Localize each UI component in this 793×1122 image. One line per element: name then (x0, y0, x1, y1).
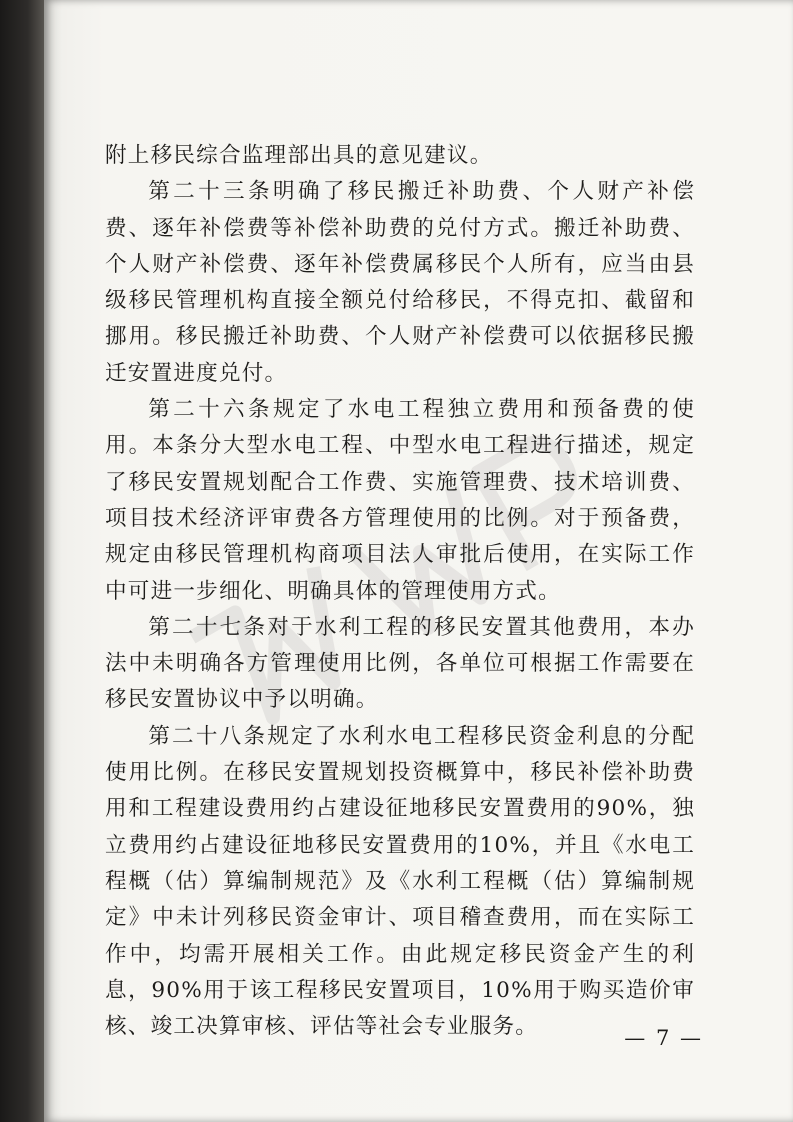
paragraph-article-28: 第二十八条规定了水利水电工程移民资金利息的分配使用比例。在移民安置规划投资概算中，移民补偿补助费用和工程建设费用约占建设征地移民安置费用的90%，独立费用约占建设征地移民安置费用的10%，并且《水电工程概（估）算编制规范》及《水利工程概（估）算编制规定》中未计列移民资金审计、项目稽查费用，而在实际工作中，均需开展相关工作。由此规定移民资金产生的利息，90%用于该工程移民安置项目，10%用于购买造价审核、竣工决算审核、评估等社会专业服务。 (105, 723, 695, 1040)
paragraph-article-26: 第二十六条规定了水电工程独立费用和预备费的使用。本条分大型水电工程、中型水电工程进行描述，规定了移民安置规划配合工作费、实施管理费、技术培训费、项目技术经济评审费各方管理使用的比例。对于预备费，规定由移民管理机构商项目法人审批后使用，在实际工作中可进一步细化、明确具体的管理使用方式。 (105, 397, 695, 604)
body-text (105, 138, 695, 1045)
paragraph-article-27: 第二十七条对于水利工程的移民安置其他费用，本办法中未明确各方管理使用比例，各单位可根据工作需要在移民安置协议中予以明确。 (105, 614, 695, 713)
paragraph-article-23: 第二十三条明确了移民搬迁补助费、个人财产补偿费、逐年补偿费等补偿补助费的兑付方式。搬迁补助费、个人财产补偿费、逐年补偿费属移民个人所有，应当由县级移民管理机构直接全额兑付给移民，不得克扣、截留和挪用。移民搬迁补助费、个人财产补偿费可以依据移民搬迁安置进度兑付。 (105, 179, 695, 386)
scanner-edge (0, 0, 46, 1122)
page-number: — 7 — (624, 1026, 703, 1050)
paragraph-continuation: 附上移民综合监理部出具的意见建议。 (105, 143, 493, 168)
